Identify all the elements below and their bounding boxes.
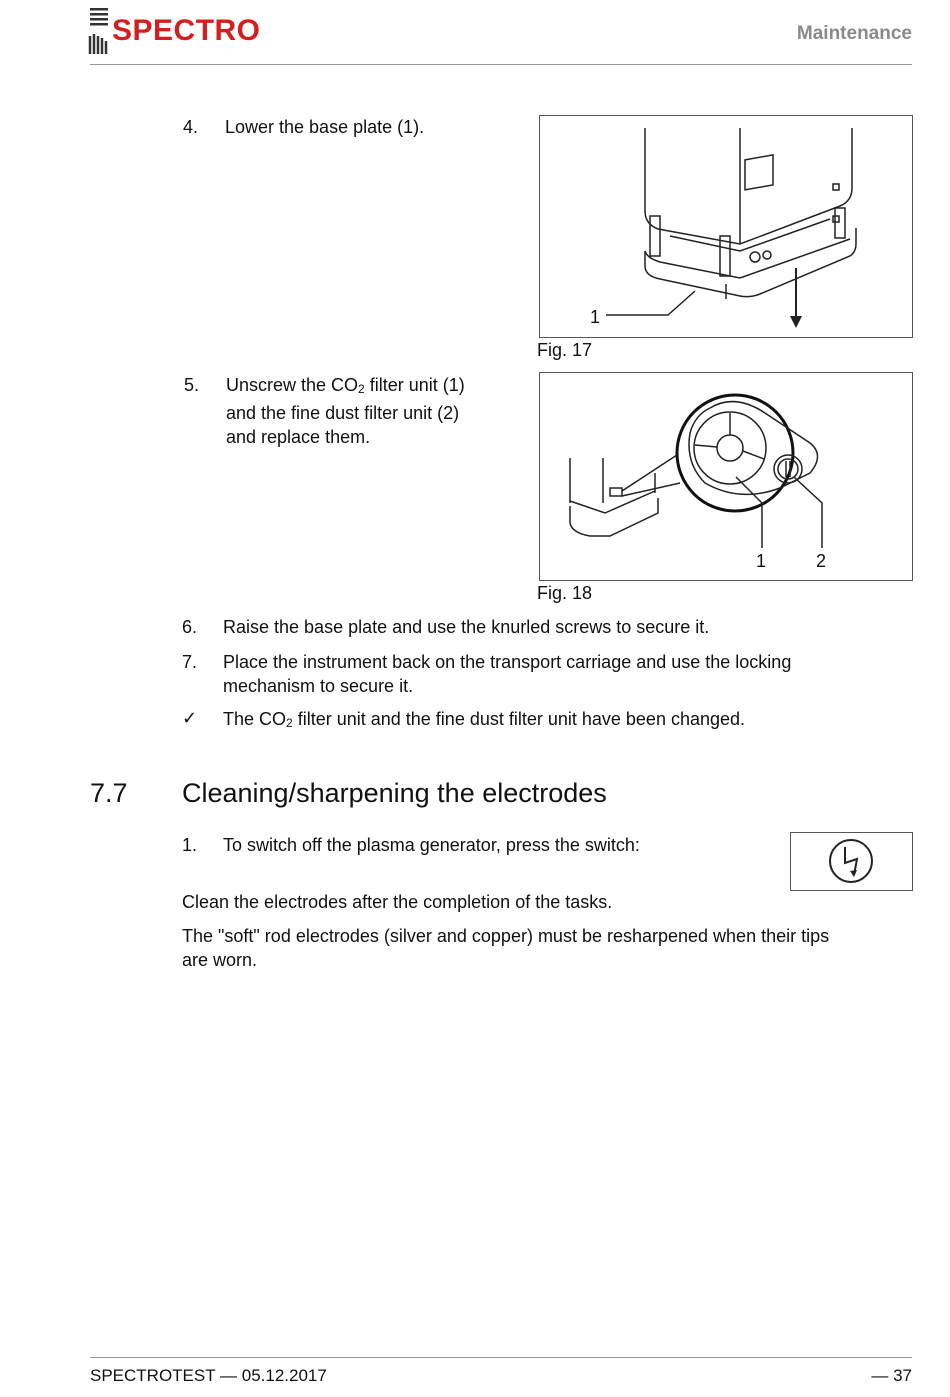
- paragraph-resharpen: The "soft" rod electrodes (silver and copper) must be resharpened when their tips are worn.: [182, 926, 830, 970]
- header-divider: [90, 64, 912, 65]
- paragraph-clean: Clean the electrodes after the completion of the tasks.: [182, 892, 613, 912]
- brand-name: SPECTRO: [112, 14, 261, 47]
- fig17-callout-1: 1: [590, 307, 601, 327]
- fig18-callout-1: 1: [756, 551, 767, 571]
- header-section-title: Maintenance: [796, 23, 912, 44]
- footer-divider: [90, 1357, 912, 1358]
- step-5-text: Unscrew the $CO_2$ filter unit (1) and the fine dust filter unit (2) and replace them.: [226, 375, 465, 447]
- filter-unit-illustration: [540, 373, 912, 580]
- figure-17: [539, 115, 913, 338]
- step-6-text: Raise the base plate and use the knurled screws to secure it.: [223, 617, 710, 637]
- step-6-number: 6.: [182, 617, 198, 637]
- result-text: The $CO_2$ filter unit and the fine dust filter unit have been changed.: [223, 709, 746, 730]
- fig18-callout-2: 2: [816, 551, 827, 571]
- step-5-number: 5.: [184, 375, 200, 395]
- base-plate-illustration: [540, 116, 912, 337]
- figure-17-caption: Fig. 17: [537, 340, 593, 360]
- step-7-text: Place the instrument back on the transport carriage and use the locking mechanism to secure it.: [223, 652, 792, 696]
- figure-18-caption: Fig. 18: [537, 583, 593, 603]
- lightning-switch-icon: [791, 833, 912, 890]
- step-4-number: 4.: [183, 117, 199, 137]
- step-7-number: 7.: [182, 652, 198, 672]
- section-step-1-text: To switch off the plasma generator, press the switch:: [223, 835, 640, 855]
- section-title: Cleaning/sharpening the electrodes: [182, 778, 607, 808]
- section-number: 7.7: [90, 778, 128, 808]
- figure-18: [539, 372, 913, 581]
- footer-page-number: — 37: [871, 1366, 912, 1385]
- footer-document-info: SPECTROTEST — 05.12.2017: [90, 1366, 327, 1385]
- result-check-icon: ✓: [182, 708, 198, 728]
- step-4-text: Lower the base plate (1).: [225, 117, 425, 137]
- section-step-1-number: 1.: [182, 835, 198, 855]
- plasma-switch-figure: [790, 832, 913, 891]
